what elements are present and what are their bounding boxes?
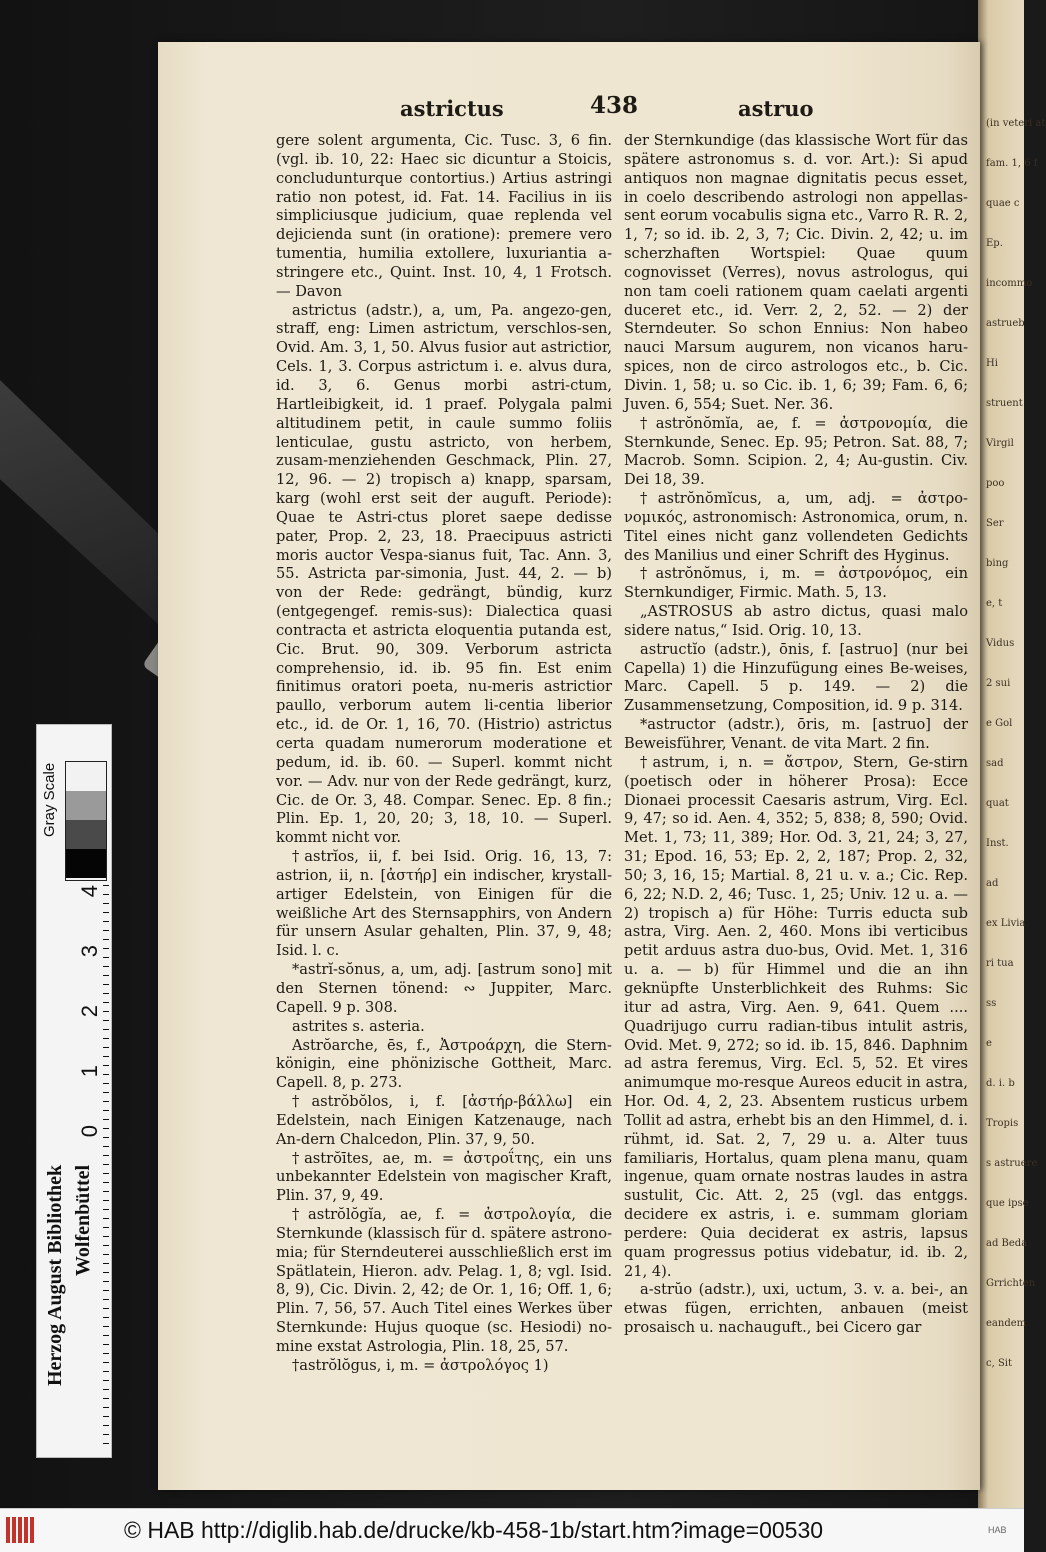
next-page-fragment: Vidus <box>986 638 1015 649</box>
entry-astrios: †astrĭos, ii, f. bei Isid. Orig. 16, 13, 7: astrion, ii, n. [ἀστήρ] ein indischer, krystall-artiger Edelstein, von Einigen für die weißliche Art des Sternsapphirs, von Andern für unsern Asular gehalten, Plin. 37, 9, 48; Isid. l. c. <box>276 848 612 960</box>
running-head-right: astruo <box>738 96 814 121</box>
next-page-fragment: s astruere <box>986 1158 1038 1169</box>
swatch <box>66 849 106 878</box>
ruler-number: 3 <box>77 945 102 958</box>
next-page-fragment: bing <box>986 558 1009 569</box>
entry-astrum: †astrum, i, n. = ἄστρον, Stern, Ge-stirn (poetisch oder in höherer Prosa): Ecce Dionaei processit Caesaris astrum, Virg. Ecl. 9, 47; so id. Aen. 4, 352; 5, 838; 8, 590; Ovid. Met. 1, 73; 11, 389; Hor. Od. 3, 21, 24; 3, 27, 31; Epod. 16, 53; Ep. 2, 2, 187; Prop. 2, 32, 50; 3, 16, 15; Martial. 8, 21 u. v. a.; Cic. Rep. 6, 22; N.D. 2, 46; Tusc. 1, 25; Univ. 12 u. a. — 2) tropisch a) für Höhe: Turris educta sub astra, Virg. Aen. 2, 460. Mons ibi verticibus petit arduus astra duo-bus, Ovid. Met. 1, 316 u. a. — b) für Himmel und die an ihn geknüpfte Unsterblichkeit des Ruhms: Sic itur ad astra, Virg. Aen. 9, 641. Quem .... Quadrijugo curru radian-tibus intulit astris, Ovid. Met. 9, 272; so id. ib. 15, 846. Daphnim ad astra feremus, Virg. Ecl. 5, 52. Et vires animumque mo-resque Aureos educit in astra, Hor. Od. 4, 2, 23. Absentem rusticus urbem Tollit ad astra, erhebt bis an den Himmel, d. i. rühmt, id. Sat. 2, 7, 29 u. a. Alter tuus familiaris, Hortalus, quam plena manu, quam ingenue, quam ornate nostras laudes in astra sustulit, Cic. Att. 2, 25 (vgl. das entggs. decidere ex astris, i. e. summam gloriam perdere: Quia deciderat ex astris, lapsus quam progressus potius videbatur, id. ib. 2, 21, 4). <box>624 753 968 1280</box>
next-page-fragment: e <box>986 1038 992 1049</box>
ruler-number: 0 <box>77 1125 102 1138</box>
next-page-fragment: e Gol <box>986 718 1013 729</box>
entry-astronomicus: †astrŏnŏmĭcus, a, um, adj. = ἀστρο-νομικός, astronomisch: Astronomica, orum, n. Titel eines nicht ganz vollendeten Gedichts des Manilius und einer Schrift des Hyginus. <box>624 490 968 564</box>
footer-bar <box>0 1508 1024 1552</box>
library-name: Herzog August Bibliothek <box>44 1165 66 1387</box>
entry-paragraph: gere solent argumenta, Cic. Tusc. 3, 6 fin. (vgl. ib. 10, 22: Haec sic dicuntur a Stoicis, concludunturque contortius.) Artius astringi ratio non potest, id. Fat. 14. Facilius in iis simpliciusque judicium, quae replenda vel dejicienda sunt (in oratione): premere vero tumentia, humilia extollere, luxuriantia a-stringere etc., Quint. Inst. 10, 4, 1 Frotsch. — Davon <box>276 132 612 300</box>
entry-astronomus: †astrŏnŏmus, i, m. = ἀστρονόμος, ein Sternkundiger, Firmic. Math. 5, 13. <box>624 565 968 602</box>
next-page-fragment: Grrichten <box>986 1278 1036 1289</box>
library-city: Wolfenbüttel <box>72 1165 94 1277</box>
next-page-fragment: Virgil <box>986 438 1014 449</box>
next-page-fragment: Tropis <box>986 1118 1019 1129</box>
swatch <box>66 762 106 791</box>
next-page-fragment: Ep. <box>986 238 1003 249</box>
next-page-fragment: sad <box>986 758 1004 769</box>
next-page-fragment: poo <box>986 478 1005 489</box>
entry-astrologus: †astrŏlŏgus, i, m. = ἀστρολόγος 1) <box>292 1356 549 1374</box>
footer-small-mark: HAB <box>988 1525 1007 1535</box>
entry-astronomia: †astrŏnŏmĭa, ae, f. = ἀστρονομία, die Sternkunde, Senec. Ep. 95; Petron. Sat. 88, 7; Macrob. Somn. Scipion. 2, 4; Au-gustin. Civ. Dei 18, 39. <box>624 414 968 489</box>
ruler-number: 4 <box>77 885 102 898</box>
next-page-fragment: struent <box>986 398 1023 409</box>
entry-astrosus: „ASTROSUS ab astro dictus, quasi malo sidere natus,“ Isid. Orig. 10, 13. <box>624 603 968 639</box>
ruler-number: 2 <box>77 1005 102 1018</box>
next-page-fragment: fam. 1, 6 f <box>986 158 1038 169</box>
next-page-fragment: (in veteri at <box>986 118 1046 129</box>
next-page-fragment: astrueb <box>986 318 1025 329</box>
next-page-fragment: ex Livia <box>986 918 1026 929</box>
next-page-fragment: que ipse <box>986 1198 1029 1209</box>
next-page-fragment: eandem <box>986 1318 1027 1329</box>
entry-astroites: †astrŏītes, ae, m. = ἀστροΐτης, ein uns unbekannter Edelstein von magischer Kraft, Plin. 37, 9, 49. <box>276 1149 612 1205</box>
page-number: 438 <box>590 92 639 119</box>
next-page-fragment: ad <box>986 878 999 889</box>
entry-astroarche: Astrŏarche, ēs, f., Ἀστροάρχη, die Stern-königin, eine phönizische Gottheit, Marc. Capell. 8, p. 273. <box>276 1036 612 1092</box>
next-page-fragment: ad Beda <box>986 1238 1028 1249</box>
entry-paragraph: der Sternkundige (das klassische Wort für das spätere astronomus s. d. vor. Art.): Si apud antiquos non magnae dignitatis pecus esset, in coelo describendo astrologi non appellas-sent eorum vocabulis signa etc., Varro R. R. 2, 1, 7; so id. ib. 2, 3, 7; Cic. Divin. 2, 42; u. im scherzhaften Wortspiel: Quae quum cognovisset (Verres), novus astrologus, qui non tam coeli rationem quam caelati argenti duceret etc., id. Verr. 2, 2, 52. — 2) der Sterndeuter. So schon Ennius: Non habeo nauci Marsum augurem, non vicanos haru-spices, non de circo astrologos etc., b. Cic. Divin. 1, 58; u. so Cic. ib. 1, 6; 39; Fam. 6, 6; Juven. 6, 554; Suet. Ner. 36. <box>624 132 968 413</box>
swatch <box>66 791 106 820</box>
next-page-fragment: 2 sui <box>986 678 1011 689</box>
next-page-fragment: ss <box>986 998 997 1009</box>
footer-link[interactable]: © HAB http://diglib.hab.de/drucke/kb-458-1b/start.htm?image=00530 <box>124 1517 824 1543</box>
running-head-left: astrictus <box>400 96 504 121</box>
next-page-fragment: ri tua <box>986 958 1014 969</box>
next-page-edge <box>978 0 1046 1508</box>
next-page-fragment: incommo <box>986 278 1033 289</box>
entry-astructor: *astructor (adstr.), ōris, m. [astruo] der Beweisführer, Venant. de vita Mart. 2 fin. <box>624 716 968 752</box>
swatch <box>66 820 106 849</box>
next-page-fragment: Ser <box>986 518 1004 529</box>
gray-swatches <box>65 761 107 881</box>
hab-logo-icon <box>6 1517 44 1543</box>
next-page-fragment: d. i. b <box>986 1078 1015 1089</box>
next-page-fragment: quae c <box>986 198 1020 209</box>
next-page-fragment: c, Sit <box>986 1358 1013 1369</box>
entry-astructio: astructĭo (adstr.), ōnis, f. [astruo] (nur bei Capella) 1) die Hinzufügung eines Be-weises, Marc. Capell. 5 p. 149. — 2) die Zusammensetzung, Composition, id. 9 p. 314. <box>624 640 968 715</box>
library-label <box>41 1165 107 1455</box>
entry-astrobolos: †astrŏbŏlos, i, f. [ἀστήρ-βάλλω] ein Edelstein, nach Einigen Katzenauge, nach An-dern Chalcedon, Plin. 37, 9, 50. <box>276 1093 612 1148</box>
next-page-fragment: Inst. <box>986 838 1009 849</box>
entry-astrictus: astrictus (adstr.), a, um, Pa. angezo-gen, straff, eng: Limen astrictum, verschlos-sen, Ovid. Am. 3, 1, 50. Alvus fusior aut astrictior, Cels. 1, 3. Corpus astrictum i. e. alvus dura, id. 3, 6. Genus morbi astri-ctum, Hartleibigkeit, id. 1 praef. Polygala palmi altitudinem petit, in caule summo foliis lenticulae, gustu astricto, von herbem, zusam-menziehenden Geschmack, Plin. 27, 12, 96. — 2) tropisch a) knapp, sparsam, karg (wohl erst seit der auguft. Periode): Quae te Astri-ctus ploret saepe dedisse pater, Prop. 2, 23, 18. Praecipuus astricti moris auctor Vespa-sianus fuit, Tac. Ann. 3, 55. Astricta par-simonia, Just. 44, 2. — b) von der Rede: gedrängt, bündig, kurz (entgegengef. remis-sus): Dialectica quasi contracta et astricta eloquentia putanda est, Cic. Brut. 90, 309. Verborum astricta comprehensio, id. ib. 95 fin. Est enim finitimus oratori poeta, nu-meris astrictior paullo, verborum autem li-centia liberior etc., id. de Or. 1, 16, 70. (Histrio) astrictus certa quadam numerorum moderatione et pedum, id. ib. 60. — Superl. kommt nicht vor. — Adv. nur von der Rede gedrängt, kurz, Cic. de Or. 3, 48. Compar. Senec. Ep. 8 fin.; Plin. Ep. 1, 20, 20; 3, 18, 10. — Superl. kommt nicht vor. <box>276 301 612 847</box>
gray-scale-ruler <box>36 724 112 1458</box>
next-page-fragment: quat <box>986 798 1009 809</box>
entry-astrologia: †astrŏlŏgĭa, ae, f. = ἀστρολογία, die Sternkunde (klassisch für d. spätere astrono-mia; für Sterndeuterei ausschließlich erst im Spätlatein, Hieron. adv. Pelag. 1, 8; vgl. Isid. 8, 9), Cic. Divin. 2, 42; de Or. 1, 16; Off. 1, 6; Plin. 7, 56, 57. Auch Titel eines Werkes über Sternkunde: Hujus quoque (sc. Hesiodi) no-mine exstat Astrologia, Plin. 18, 25, 57. <box>276 1206 612 1355</box>
next-page-fragment: e, t <box>986 598 1003 609</box>
entry-astruo: a-strŭo (adstr.), uxi, uctum, 3. v. a. bei-, an etwas fügen, errichten, anbauen (meist prosaisch u. nachauguft., bei Cicero gar <box>624 1281 968 1337</box>
next-page-fragment: Hi <box>986 358 998 369</box>
entry-astrites: astrites s. asteria. <box>292 1017 425 1035</box>
ruler-number: 1 <box>77 1065 102 1078</box>
entry-astrisonus: *astrĭ-sŏnus, a, um, adj. [astrum sono] mit den Sternen tönend: ∾ Juppiter, Marc. Capell. 9 p. 308. <box>276 961 612 1016</box>
right-column <box>624 132 968 1338</box>
left-column <box>276 132 612 1376</box>
gray-scale-title: Gray Scale <box>41 762 58 838</box>
